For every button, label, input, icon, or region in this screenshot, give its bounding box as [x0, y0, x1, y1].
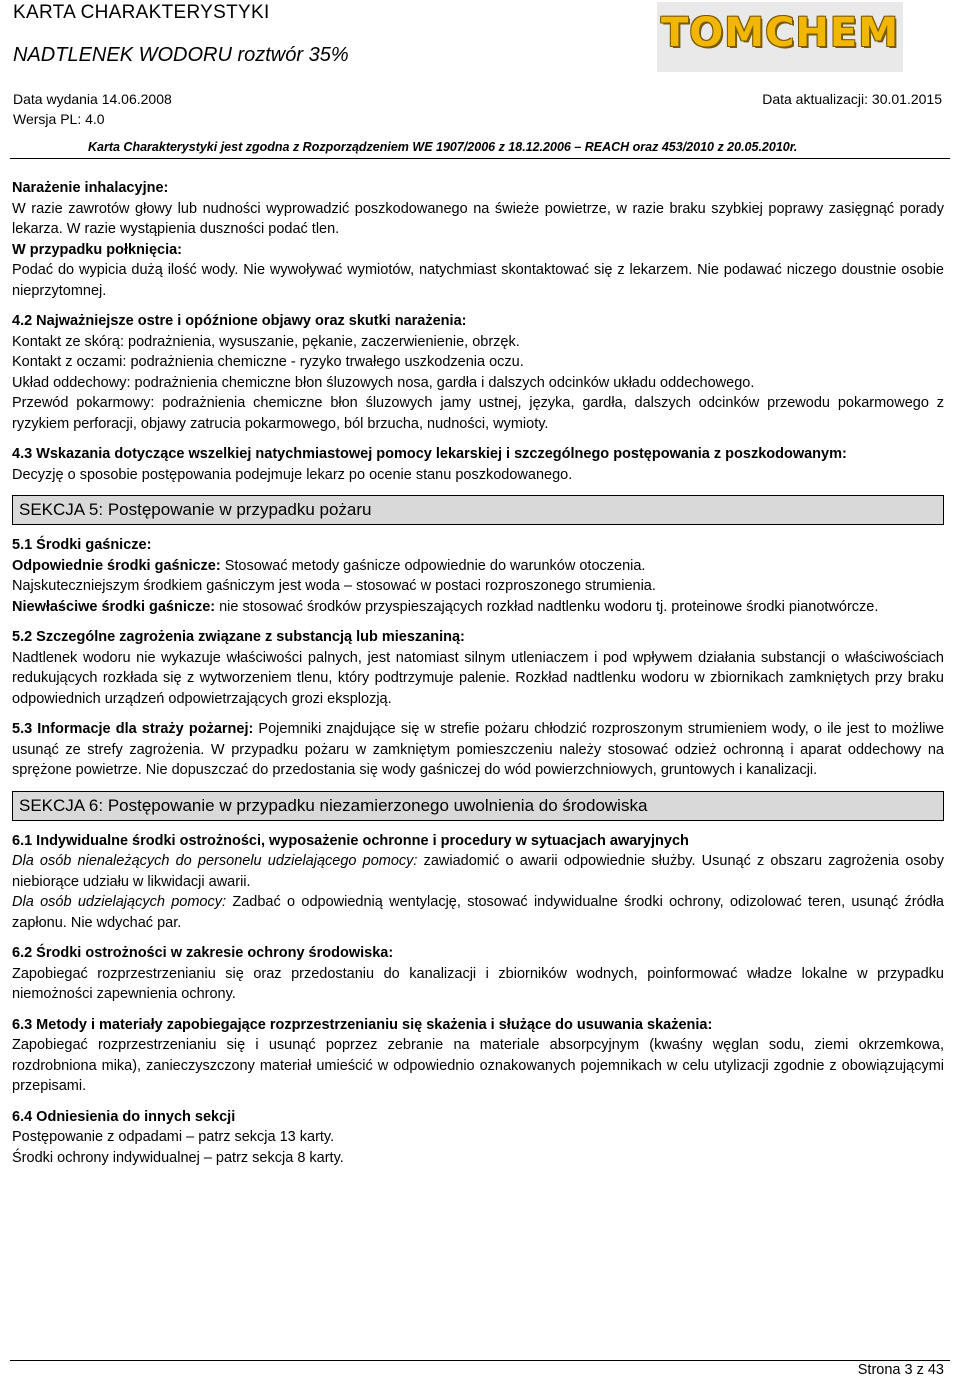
- spacer: [12, 1097, 944, 1107]
- suitable-media-label: Odpowiednie środki gaśnicze:: [12, 557, 221, 574]
- s42-line: Kontakt ze skórą: podrażnienia, wysuszanie, pękanie, zaczerwienienie, obrzęk.: [12, 333, 520, 350]
- product-name: NADTLENEK WODORU roztwór 35%: [13, 44, 349, 66]
- s42-line: Układ oddechowy: podrażnienia chemiczne błon śluzowych nosa, gardła i dalszych odcinków układu oddechowego.: [12, 374, 755, 391]
- regulation-note: Karta Charakterystyki jest zgodna z Rozporządzeniem WE 1907/2006 z 18.12.2006 – REACH oraz 453/2010 z 20.05.2010r.: [88, 140, 798, 154]
- section-5-3-text: Pojemniki znajdujące się w strefie pożaru chłodzić rozproszonym strumieniem wody, o ile jest to możliwe usunąć ze strefy zagrożenia. W przypadku pożaru w zamkniętym pomieszczeniu należy stosować odzież ochronną i aparat oddechowy na sprężone powietrze. Nie dopuszczać do przedostania się wody gaśniczej do wód powierzchniowych, gruntowych i kanalizacji.: [12, 721, 945, 778]
- swallow-text: Podać do wypicia dużą ilość wody. Nie wywoływać wymiotów, natychmiast skontaktować się z lekarzem. Nie podawać niczego doustnie osobie nieprzytomnej.: [12, 262, 944, 299]
- spacer: [12, 434, 944, 444]
- swallow-title: W przypadku połknięcia:: [12, 241, 182, 258]
- unsuitable-media-text: nie stosować środków przyspieszających rozkład nadtlenku wodoru tj. proteinowe środki pianotwórcze.: [215, 598, 879, 615]
- suitable-media-text: Stosować metody gaśnicze odpowiednie do warunków otoczenia.: [220, 557, 646, 574]
- s64-line: Postępowanie z odpadami – patrz sekcja 13 karty.: [12, 1129, 335, 1145]
- spacer: [12, 933, 944, 943]
- s64-line: Środki ochrony indywidualnej – patrz sekcja 8 karty.: [12, 1149, 344, 1166]
- section-5-1-title: 5.1 Środki gaśnicze:: [12, 537, 152, 553]
- s61-responders: [12, 892, 944, 933]
- footer-divider: [10, 1360, 950, 1361]
- section-6-2-title: 6.2 Środki ostrożności w zakresie ochrony środowiska:: [12, 945, 394, 961]
- best-media-text: Najskuteczniejszym środkiem gaśniczym jest woda – stosować w postaci rozproszonego strumienia.: [12, 578, 656, 594]
- s61-responders-text: Zadbać o odpowiednią wentylację, stosować indywidualne środki ochrony, odizolować teren, usunąć źródła zapłonu. Nie wdychać par.: [12, 894, 944, 931]
- update-date: Data aktualizacji: 30.01.2015: [762, 91, 942, 107]
- s61-nonresponders-text: zawiadomić o awarii odpowiednie służby. Usunąć z obszaru zagrożenia osoby niebiorące udziału w likwidacji awarii.: [12, 853, 944, 890]
- inhalation-title: Narażenie inhalacyjne:: [12, 180, 169, 196]
- unsuitable-media-label: Niewłaściwe środki gaśnicze:: [12, 598, 216, 615]
- section-5-heading: SEKCJA 5: Postępowanie w przypadku pożaru: [12, 495, 944, 525]
- suitable-media: [12, 556, 944, 577]
- s61-nonresponders-label: Dla osób nienależących do personelu udzielającego pomocy:: [12, 853, 418, 869]
- section-4-2-title: 4.2 Najważniejsze ostre i opóźnione objawy oraz skutki narażenia:: [12, 313, 467, 329]
- unsuitable-media: [12, 597, 944, 618]
- page-number: Strona 3 z 43: [857, 1362, 944, 1378]
- s61-nonresponders: [12, 851, 944, 892]
- document-body: [12, 178, 944, 1168]
- section-5-3-title: 5.3 Informacje dla straży pożarnej:: [12, 721, 254, 737]
- spacer: [12, 617, 944, 627]
- section-5-3: [12, 719, 944, 781]
- header-divider: [10, 158, 950, 159]
- issue-date: Data wydania 14.06.2008: [13, 91, 172, 107]
- section-5-2-title: 5.2 Szczególne zagrożenia związane z substancją lub mieszaniną:: [12, 629, 465, 645]
- s61-responders-label: Dla osób udzielających pomocy:: [12, 894, 227, 910]
- section-4-3-title: 4.3 Wskazania dotyczące wszelkiej natychmiastowej pomocy lekarskiej i szczególnego postępowania z poszkodowanym:: [12, 446, 847, 462]
- s42-line: Przewód pokarmowy: podrażnienia chemiczne błon śluzowych jamy ustnej, języka, gardła, dalszych odcinków przewodu pokarmowego z ryzykiem perforacji, objawy zatrucia pokarmowego, ból brzucha, nudności, wymioty.: [12, 395, 944, 432]
- section-6-1-title: 6.1 Indywidualne środki ostrożności, wyposażenie ochronne i procedury w sytuacjach awaryjnych: [12, 832, 689, 849]
- company-logo: [657, 2, 903, 72]
- logo-text: TOMCHEM: [660, 10, 900, 56]
- inhalation-text: W razie zawrotów głowy lub nudności wyprowadzić poszkodowanego na świeże powietrze, w razie braku szybkiej poprawy zasięgnąć porady lekarza. W razie wystąpienia duszności podać tlen.: [12, 200, 944, 237]
- document-title: KARTA CHARAKTERYSTYKI: [13, 2, 270, 23]
- spacer: [12, 709, 944, 719]
- section-5-2-text: Nadtlenek wodoru nie wykazuje właściwości palnych, jest natomiast silnym utleniaczem i pod wpływem działania substancji o właściwościach redukujących rozkłada się z wytworzeniem tlenu, który podtrzymuje palenie. Rozkład nadtlenku wodoru w zbiornikach zamkniętych przy braku odpowiednich urządzeń odpowietrzających grozi eksplozją.: [12, 649, 944, 707]
- section-6-3-title: 6.3 Metody i materiały zapobiegające rozprzestrzenianiu się skażenia i służące do usuwania skażenia:: [12, 1016, 713, 1033]
- spacer: [12, 301, 944, 311]
- section-6-3-text: Zapobiegać rozprzestrzenianiu się i usunąć poprzez zebranie na materiale absorpcyjnym (kwaśny węglan sodu, ziemi okrzemkowa, rozdrobniona mika), zanieczyszczony materiał umieścić w odpowiednio oznakowanych pojemnikach w celu utylizacji zgodnie z obowiązującymi przepisami.: [12, 1037, 944, 1094]
- section-6-4-title: 6.4 Odniesienia do innych sekcji: [12, 1108, 236, 1125]
- section-4-3-text: Decyzję o sposobie postępowania podejmuje lekarz po ocenie stanu poszkodowanego.: [12, 466, 573, 483]
- s42-line: Kontakt z oczami: podrażnienia chemiczne - ryzyko trwałego uszkodzenia oczu.: [12, 354, 524, 370]
- version: Wersja PL: 4.0: [13, 111, 105, 127]
- section-6-2-text: Zapobiegać rozprzestrzenianiu się oraz przedostaniu do kanalizacji i zbiorników wodnych, poinformować władze lokalne w przypadku niemożności zapewnienia ochrony.: [12, 965, 944, 1002]
- section-6-heading: SEKCJA 6: Postępowanie w przypadku niezamierzonego uwolnienia do środowiska: [12, 791, 944, 821]
- spacer: [12, 1005, 944, 1015]
